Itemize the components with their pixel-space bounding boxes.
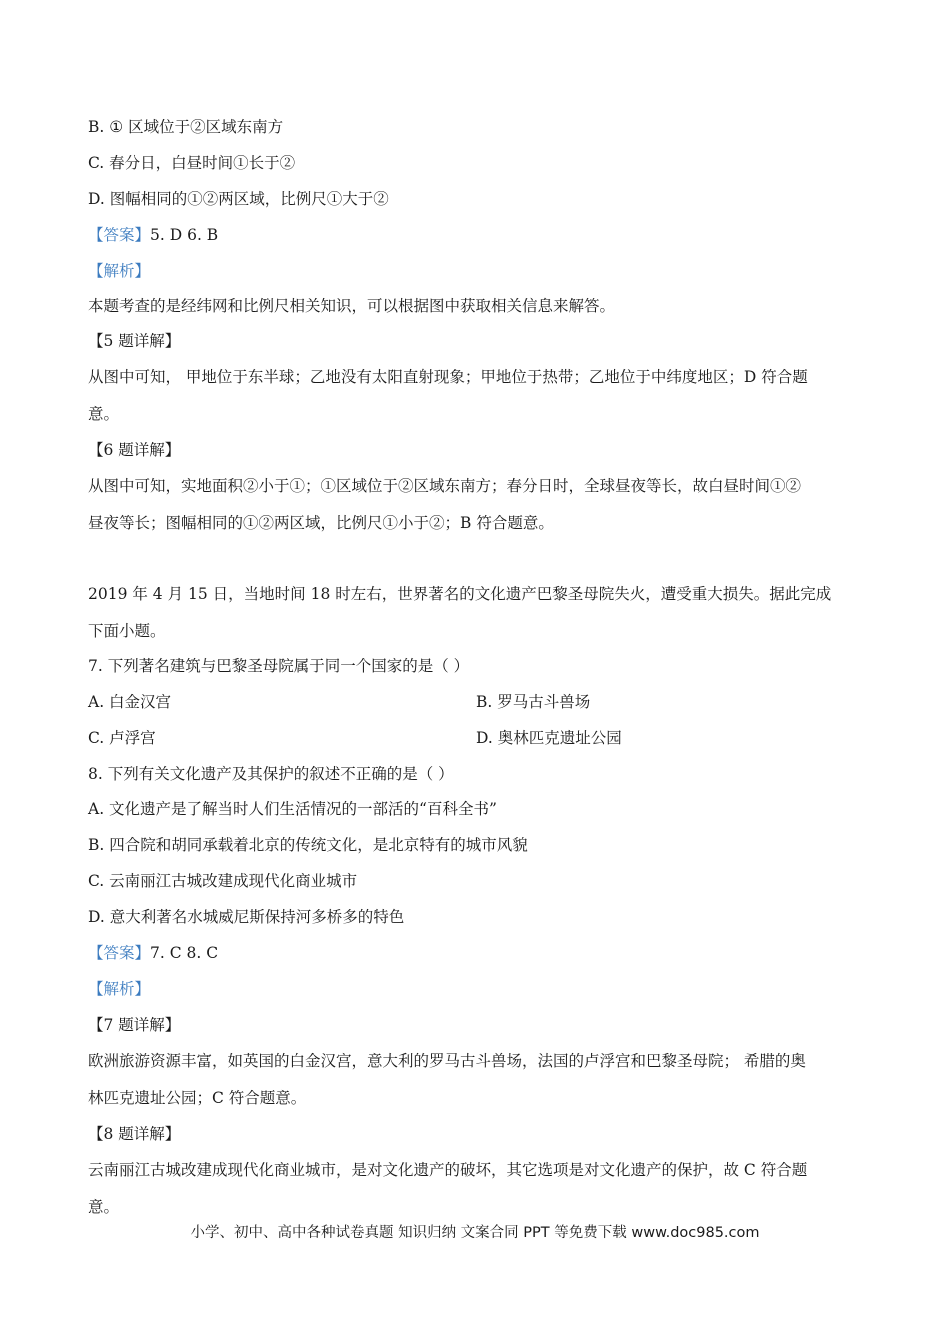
q7-option-c: C. 卢浮宫 [88,729,156,747]
analysis-tag-5-6: 【解析】 [88,262,151,280]
detail-7-line1: 欧洲旅游资源丰富，如英国的白金汉宫，意大利的罗马古斗兽场，法国的卢浮宫和巴黎圣母院； 希腊的奥 [88,1052,806,1070]
detail-6-title: 【6 题详解】 [88,441,181,459]
q7-stem: 7. 下列著名建筑与巴黎圣母院属于同一个国家的是（ ） [88,657,470,675]
q8-option-a: A. 文化遗产是了解当时人们生活情况的一部活的“百科全书” [88,800,497,818]
detail-6-line1: 从图中可知，实地面积②小于①；①区域位于②区域东南方；春分日时，全球昼夜等长，故白昼时间①② [88,477,802,495]
answer-tag: 【答案】 [88,226,151,244]
answer-5-6 [88,225,218,245]
answer-7-8 [88,943,218,963]
q8-option-b: B. 四合院和胡同承载着北京的传统文化，是北京特有的城市风貌 [88,836,528,854]
q6-option-b: B. ① 区域位于②区域东南方 [88,118,284,136]
detail-8-line1: 云南丽江古城改建成现代化商业城市，是对文化遗产的破坏，其它选项是对文化遗产的保护，故 C 符合题 [88,1161,808,1179]
answer-text: 5. D 6. B [150,226,219,244]
detail-8-line2: 意。 [88,1198,120,1216]
detail-6-line2: 昼夜等长；图幅相同的①②两区域，比例尺①小于②；B 符合题意。 [88,514,554,532]
q7-option-b: B. 罗马古斗兽场 [476,693,591,711]
detail-8-title: 【8 题详解】 [88,1125,181,1143]
page-footer: 小学、初中、高中各种试卷真题 知识归纳 文案合同 PPT 等免费下载 www.doc985.com [190,1225,760,1241]
answer-text: 7. C 8. C [150,944,219,962]
q8-option-c: C. 云南丽江古城改建成现代化商业城市 [88,872,358,890]
q7-option-d: D. 奥林匹克遗址公园 [476,729,622,747]
detail-7-line2: 林匹克遗址公园；C 符合题意。 [88,1089,307,1107]
detail-5-line1: 从图中可知， 甲地位于东半球；乙地没有太阳直射现象；甲地位于热带；乙地位于中纬度地区；D 符合题 [88,368,808,386]
analysis-text-5-6: 本题考查的是经纬网和比例尺相关知识，可以根据图中获取相关信息来解答。 [88,297,616,315]
answer-tag: 【答案】 [88,944,151,962]
q8-option-d: D. 意大利著名水城威尼斯保持河多桥多的特色 [88,908,405,926]
detail-5-line2: 意。 [88,405,120,423]
detail-5-title: 【5 题详解】 [88,332,181,350]
q6-option-c: C. 春分日，白昼时间①长于② [88,154,296,172]
passage-line2: 下面小题。 [88,622,166,640]
analysis-tag-7-8: 【解析】 [88,980,151,998]
q6-option-d: D. 图幅相同的①②两区域，比例尺①大于② [88,190,389,208]
passage-line1: 2019 年 4 月 15 日，当地时间 18 时左右，世界著名的文化遗产巴黎圣母院失火，遭受重大损失。据此完成 [88,585,832,603]
q7-option-a: A. 白金汉宫 [88,693,172,711]
detail-7-title: 【7 题详解】 [88,1016,181,1034]
q8-stem: 8. 下列有关文化遗产及其保护的叙述不正确的是（ ） [88,765,454,783]
